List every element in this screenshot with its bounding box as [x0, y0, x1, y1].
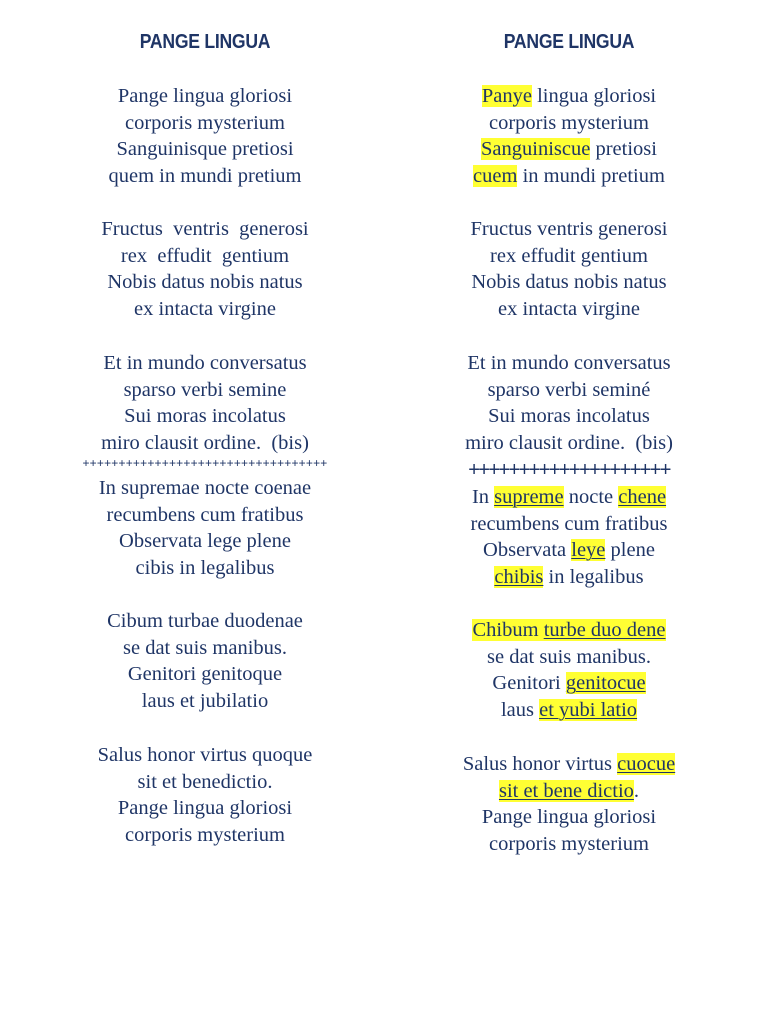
verse-line [409, 136, 729, 163]
verse-line: sparso verbi semine [123, 378, 287, 401]
verse-line: Salus honor virtus quoque [97, 744, 313, 766]
highlighted-word: Sanguiniscue [481, 138, 591, 161]
verse-line [409, 751, 729, 778]
verse-text: Sui moras incolatus [488, 405, 650, 428]
verse-line: cibis in legalibus [135, 556, 275, 579]
verse-line: se dat suis manibus. [123, 636, 287, 659]
left-stanza [45, 742, 365, 848]
verse-line [409, 83, 729, 110]
verse-text: rex effudit gentium [490, 244, 648, 267]
verse-text: in legalibus [543, 565, 644, 588]
highlighted-word: chibis [494, 565, 544, 588]
left-stanza [45, 475, 365, 581]
verse-line: Et in mundo conversatus [103, 352, 307, 374]
verse-line [409, 430, 729, 457]
right-stanza [409, 751, 729, 857]
verse-line [409, 778, 729, 805]
verse-text: Pange lingua gloriosi [481, 806, 657, 829]
verse-text: lingua gloriosi [531, 85, 657, 107]
verse-text: laus [500, 698, 540, 721]
verse-line: Nobis datus nobis natus [107, 271, 303, 294]
verse-text: sparso verbi seminé [487, 378, 651, 401]
verse-line: corporis mysterium [125, 823, 285, 846]
verse-line: quem in mundi pretium [108, 164, 302, 187]
verse-line: Sanguinisque pretiosi [116, 138, 294, 161]
right-stanza [409, 617, 729, 723]
highlighted-word: turbe duo dene [543, 619, 666, 641]
highlighted-word: Panye [481, 85, 532, 107]
verse-line: Observata lege plene [119, 530, 291, 553]
verse-text: Nobis datus nobis natus [471, 271, 667, 294]
left-stanza [45, 83, 365, 189]
left-title: PANGE LINGUA [139, 31, 271, 53]
highlighted-word: cuem [473, 164, 518, 187]
verse-line [409, 243, 729, 270]
verse-line: corporis mysterium [125, 111, 285, 134]
verse-line [409, 163, 729, 190]
verse-text: miro clausit ordine. (bis) [465, 431, 673, 454]
verse-line [409, 537, 729, 564]
verse-line [409, 670, 729, 697]
right-separator: ++++++++++++++++++++ [468, 459, 670, 481]
verse-line [409, 617, 729, 644]
verse-line: recumbens cum fratibus [106, 503, 304, 526]
verse-line: miro clausit ordine. (bis) [101, 431, 309, 454]
right-stanza [409, 83, 729, 189]
verse-line [409, 511, 729, 538]
verse-line [409, 831, 729, 858]
verse-line: Sui moras incolatus [124, 405, 286, 428]
verse-line [409, 644, 729, 671]
verse-text: Salus honor virtus [462, 753, 618, 775]
verse-text: Et in mundo conversatus [467, 352, 671, 374]
verse-line [409, 296, 729, 323]
verse-text: pretiosi [590, 138, 657, 161]
left-separator: ++++++++++++++++++++++++++++++++++ [82, 456, 328, 470]
verse-line [409, 484, 729, 511]
verse-line: In supremae nocte coenae [98, 477, 312, 499]
verse-line [409, 804, 729, 831]
highlighted-word: Chibum [472, 619, 544, 641]
verse-line [409, 269, 729, 296]
verse-line [409, 110, 729, 137]
verse-line [409, 350, 729, 377]
right-stanza [409, 484, 729, 590]
right-stanza [409, 350, 729, 456]
verse-line [409, 697, 729, 724]
verse-text: ex intacta virgine [498, 297, 640, 320]
highlighted-word: et yubi latio [539, 698, 638, 721]
verse-text: . [633, 779, 640, 802]
verse-line: Pange lingua gloriosi [117, 797, 293, 820]
highlighted-word: leye [571, 539, 606, 562]
verse-line [409, 564, 729, 591]
verse-line: laus et jubilatio [141, 689, 269, 712]
verse-text: Genitori [492, 672, 566, 695]
verse-text: recumbens cum fratibus [470, 512, 668, 535]
highlighted-word: supreme [494, 486, 564, 508]
highlighted-word: chene [618, 486, 667, 508]
left-stanza [45, 216, 365, 322]
verse-line: rex effudit gentium [120, 244, 290, 267]
verse-line: Cibum turbae duodenae [107, 610, 303, 632]
verse-text: in mundi pretium [517, 164, 665, 187]
verse-line [409, 377, 729, 404]
verse-text: nocte [563, 486, 619, 508]
verse-text: plene [605, 539, 655, 562]
verse-text: corporis mysterium [489, 111, 649, 134]
left-stanza [45, 350, 365, 456]
verse-text: se dat suis manibus. [487, 645, 651, 668]
right-title: PANGE LINGUA [503, 31, 635, 53]
verse-line: ex intacta virgine [134, 297, 276, 320]
verse-line [409, 216, 729, 243]
right-stanza [409, 216, 729, 322]
left-stanza [45, 608, 365, 714]
verse-text: In [471, 486, 495, 508]
highlighted-word: genitocue [565, 672, 646, 695]
verse-text: corporis mysterium [489, 832, 649, 855]
verse-line: sit et benedictio. [137, 770, 273, 793]
verse-text: Fructus ventris generosi [470, 218, 668, 240]
verse-text: Observata [483, 539, 572, 562]
verse-line: Fructus ventris generosi [101, 218, 309, 240]
verse-line: Pange lingua gloriosi [117, 85, 293, 107]
verse-line [409, 403, 729, 430]
verse-line: Genitori genitoque [127, 663, 283, 686]
highlighted-word: sit et bene dictio [498, 779, 634, 802]
highlighted-word: cuocue [617, 753, 676, 775]
